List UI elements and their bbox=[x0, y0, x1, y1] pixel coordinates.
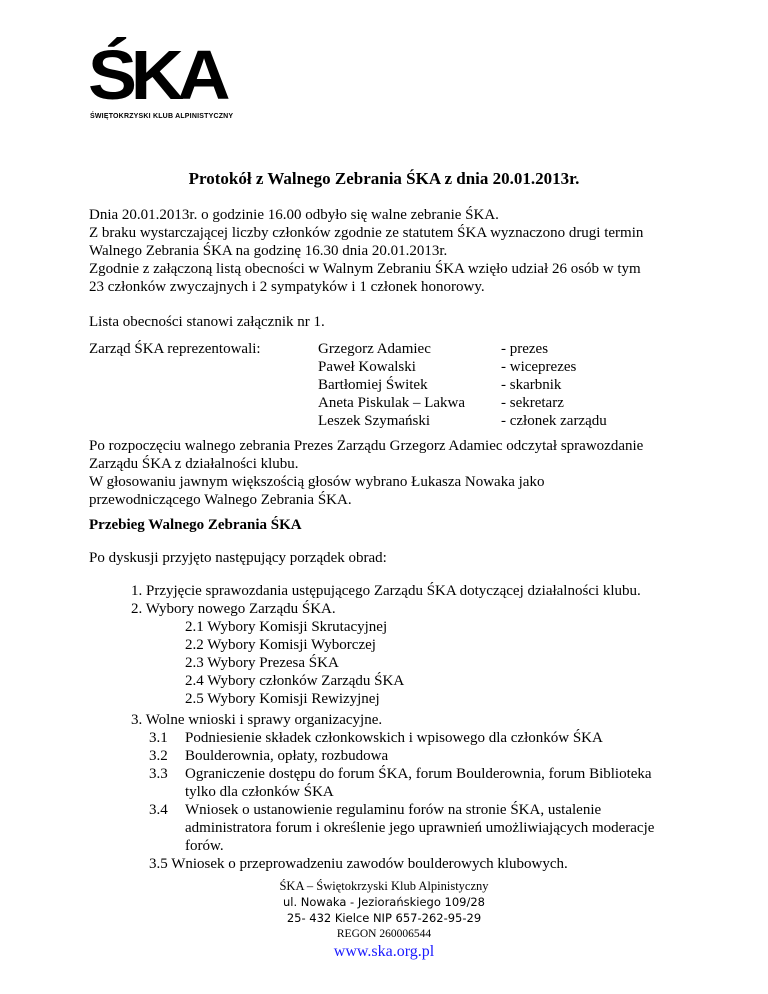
board-member-role: - wiceprezes bbox=[501, 359, 577, 375]
agenda-subitem-text: Boulderownia, opłaty, rozbudowa bbox=[185, 748, 389, 764]
footer bbox=[0, 878, 768, 962]
intro-line: Zgodnie z załączoną listą obecności w Walnym Zebraniu ŚKA wzięło udział 26 osób w tym bbox=[89, 261, 641, 277]
intro-line: Dnia 20.01.2013r. o godzinie 16.00 odbyło się walne zebranie ŚKA. bbox=[89, 207, 499, 223]
agenda-subitem: 2.2 Wybory Komisji Wyborczej bbox=[185, 637, 376, 653]
footer-org: ŚKA – Świętokrzyski Klub Alpinistyczny bbox=[279, 879, 489, 893]
footer-city-nip: 25- 432 Kielce NIP 657-262-95-29 bbox=[286, 911, 482, 925]
agenda-subitem-line: administratora forum i określenie jego uprawnień umożliwiających moderacje bbox=[185, 820, 655, 836]
footer-regon: REGON 260006544 bbox=[336, 928, 432, 940]
board-roles bbox=[501, 340, 607, 430]
agenda-subitem-line: tylko dla członków ŚKA bbox=[185, 784, 334, 800]
agenda-item: 1. Przyjęcie sprawozdania ustępującego Zarządu ŚKA dotyczącej działalności klubu. bbox=[131, 583, 641, 599]
agenda-item: 2. Wybory nowego Zarządu ŚKA. bbox=[131, 601, 336, 617]
agenda-subitem-num: 3.2 bbox=[149, 748, 168, 764]
board-member-role: - sekretarz bbox=[501, 395, 564, 411]
report-line: przewodniczącego Walnego Zebrania ŚKA. bbox=[89, 492, 352, 508]
agenda-subitem-text: Podniesienie składek członkowskich i wpisowego dla członków ŚKA bbox=[185, 730, 603, 746]
agenda-subitem: 2.5 Wybory Komisji Rewizyjnej bbox=[185, 691, 380, 707]
board-label: Zarząd ŚKA reprezentowali: bbox=[89, 341, 261, 357]
agenda-subitem: 2.1 Wybory Komisji Skrutacyjnej bbox=[185, 619, 388, 635]
board-member-role: - członek zarządu bbox=[501, 413, 607, 429]
agenda-subitem: 3.5 Wniosek o przeprowadzeniu zawodów boulderowych klubowych. bbox=[149, 856, 568, 872]
board-member-name: Paweł Kowalski bbox=[318, 359, 416, 375]
footer-address: ul. Nowaka - Jeziorańskiego 109/28 bbox=[282, 895, 486, 909]
agenda-sublist bbox=[185, 618, 404, 708]
board-member-name: Aneta Piskulak – Lakwa bbox=[318, 395, 466, 411]
agenda-subitem-num: 3.1 bbox=[149, 730, 168, 746]
ska-logo bbox=[88, 38, 250, 122]
report-paragraph bbox=[89, 437, 689, 509]
intro-line: Z braku wystarczającej liczby członków zgodnie ze statutem ŚKA wyznaczono drugi termin bbox=[89, 225, 644, 241]
agenda-subitem-text bbox=[185, 765, 652, 801]
agenda-subitem: 2.3 Wybory Prezesa ŚKA bbox=[185, 655, 339, 671]
board-member-role: - prezes bbox=[501, 341, 549, 357]
section-heading: Przebieg Walnego Zebrania ŚKA bbox=[89, 517, 302, 533]
agenda-subitem-line: Ograniczenie dostępu do forum ŚKA, forum Boulderownia, forum Biblioteka bbox=[185, 766, 652, 782]
board-member-name: Bartłomiej Świtek bbox=[318, 377, 428, 393]
report-line: Zarządu ŚKA z działalności klubu. bbox=[89, 456, 299, 472]
agenda-subitem: 2.4 Wybory członków Zarządu ŚKA bbox=[185, 673, 405, 689]
attendance-note: Lista obecności stanowi załącznik nr 1. bbox=[89, 314, 325, 330]
agenda-subitem-num: 3.3 bbox=[149, 766, 168, 782]
report-line: W głosowaniu jawnym większością głosów wybrano Łukasza Nowaka jako bbox=[89, 474, 545, 490]
agenda-subitem-text bbox=[185, 801, 654, 855]
agenda-subitem-line: forów. bbox=[185, 838, 224, 854]
agenda-subitem-num: 3.4 bbox=[149, 802, 168, 818]
logo-subtitle: ŚWIĘTOKRZYSKI KLUB ALPINISTYCZNY bbox=[90, 113, 234, 120]
logo-mark: ŚKA bbox=[88, 36, 225, 114]
board-member-name: Leszek Szymański bbox=[318, 413, 431, 429]
board-member-role: - skarbnik bbox=[501, 377, 562, 393]
agenda-item: 3. Wolne wnioski i sprawy organizacyjne. bbox=[131, 712, 383, 728]
document-title: Protokół z Walnego Zebrania ŚKA z dnia 20.01.2013r. bbox=[188, 169, 580, 188]
intro-line: 23 członków zwyczajnych i 2 sympatyków i 1 członek honorowy. bbox=[89, 279, 485, 295]
board-names bbox=[318, 340, 465, 430]
report-line: Po rozpoczęciu walnego zebrania Prezes Zarządu Grzegorz Adamiec odczytał sprawozdanie bbox=[89, 438, 644, 454]
agenda-intro: Po dyskusji przyjęto następujący porządek obrad: bbox=[89, 550, 387, 566]
intro-paragraph bbox=[89, 206, 689, 296]
footer-website-link[interactable]: www.ska.org.pl bbox=[333, 943, 435, 960]
agenda-subitem-line: Wniosek o ustanowienie regulaminu forów na stronie ŚKA, ustalenie bbox=[185, 802, 602, 818]
intro-line: Walnego Zebrania ŚKA na godzinę 16.30 dnia 20.01.2013r. bbox=[89, 243, 448, 259]
board-member-name: Grzegorz Adamiec bbox=[318, 341, 431, 357]
